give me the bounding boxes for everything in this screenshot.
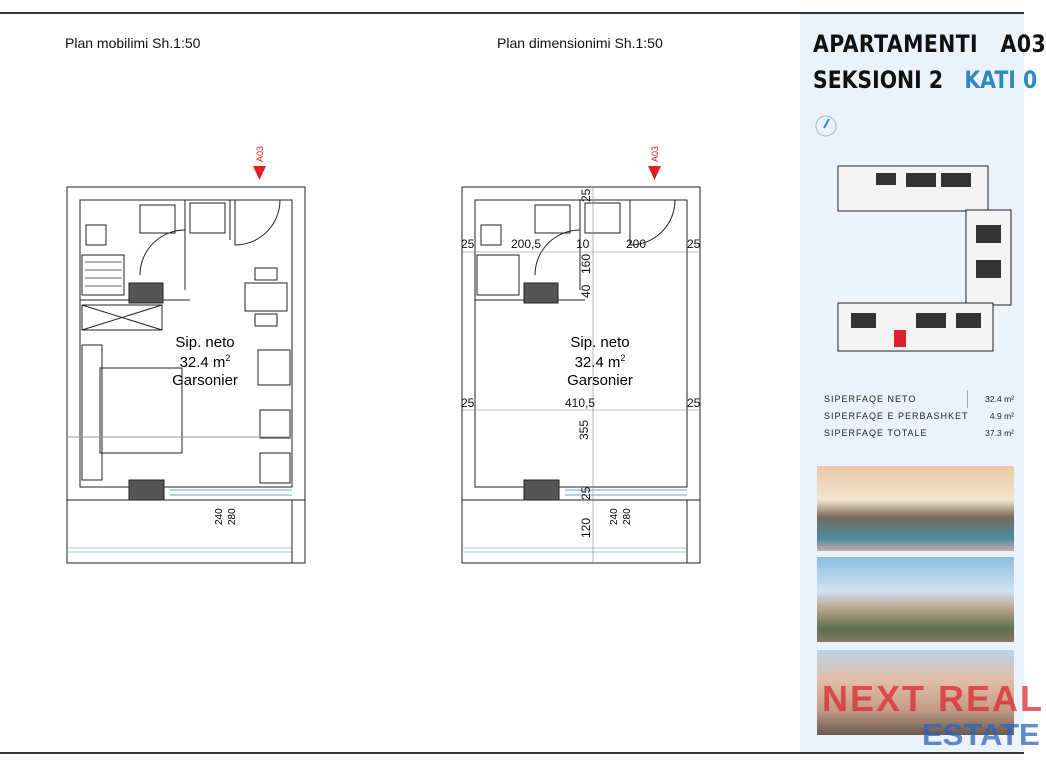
room-type: Garsonier: [172, 372, 238, 389]
dim-120: 120: [579, 517, 593, 538]
room-label: Sip. neto: [175, 334, 235, 351]
section-marker-label: A03: [255, 145, 265, 162]
building-key-plan: [836, 165, 1021, 355]
section-title: [813, 66, 1037, 94]
furnished-plan-title: Plan mobilimi Sh.1:50: [65, 35, 201, 51]
dim-355: 355: [577, 419, 591, 440]
section-marker-arrow: [648, 166, 661, 180]
dim-side-right: 25: [687, 237, 701, 251]
render-photo-1: [817, 466, 1014, 551]
dim-top: 25: [579, 188, 593, 202]
dim-left-width: 200,5: [511, 237, 542, 251]
area-label: SIPERFAQE TOTALE: [824, 428, 928, 438]
balcony-dim-240: 240: [214, 508, 225, 525]
apartment-code: A03: [1000, 30, 1046, 58]
dim-wall: 10: [576, 237, 590, 251]
dim-40: 40: [579, 284, 593, 298]
dim-160: 160: [579, 253, 593, 274]
area-row: [824, 394, 1014, 411]
dim-mid-left: 25: [461, 396, 475, 410]
compass-icon: [814, 114, 838, 138]
balcony-dim-280: 280: [622, 508, 633, 525]
floor-label: KATI 0: [964, 66, 1038, 94]
dim-mid-width: 410,5: [565, 396, 596, 410]
area-label: SIPERFAQE E PERBASHKET: [824, 411, 969, 421]
section-label: SEKSIONI 2: [813, 66, 944, 94]
section-marker-label: A03: [650, 145, 660, 162]
apartment-title: [813, 30, 1046, 58]
room-area-value: 32.4 m: [574, 354, 621, 371]
dimension-plan-title: Plan dimensionimi Sh.1:50: [497, 35, 663, 51]
area-value: 32.4 m²: [985, 394, 1014, 404]
area-row: [824, 428, 1014, 445]
watermark-logo: NEXT REAL: [822, 678, 1045, 719]
dim-right-width: 200: [626, 237, 647, 251]
dim-25: 25: [579, 486, 593, 500]
divider: [967, 390, 968, 408]
room-area-sup: 2: [225, 353, 231, 363]
area-row: [824, 411, 1014, 428]
room-area-value: 32.4 m: [179, 354, 226, 371]
watermark-logo-2: ESTATE: [922, 717, 1040, 752]
room-area-sup: 2: [620, 353, 626, 363]
area-value: 4.9 m²: [989, 411, 1014, 421]
room-label: Sip. neto: [570, 334, 630, 351]
area-table: [824, 394, 1014, 445]
render-photo-2: [817, 557, 1014, 642]
apartment-label: APARTAMENTI: [813, 30, 979, 58]
area-value: 37.3 m²: [985, 428, 1014, 438]
area-label: SIPERFAQE NETO: [824, 394, 917, 404]
balcony-dim-280: 280: [227, 508, 238, 525]
dim-side-left: 25: [461, 237, 475, 251]
room-type: Garsonier: [567, 372, 633, 389]
balcony-dim-240: 240: [609, 508, 620, 525]
dim-mid-right: 25: [687, 396, 701, 410]
apartment-highlight: [894, 330, 906, 347]
room-area: [575, 353, 626, 371]
